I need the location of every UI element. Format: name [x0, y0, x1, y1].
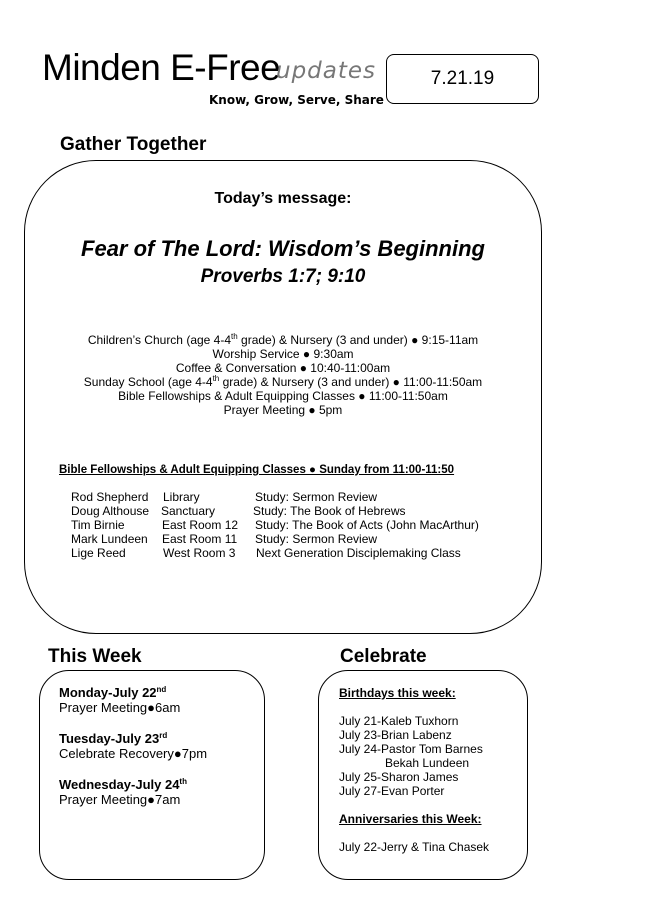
- birthday-item: July 21-Kaleb Tuxhorn: [339, 714, 459, 728]
- class-room: East Room 11: [162, 532, 238, 546]
- birthday-item: July 27-Evan Porter: [339, 784, 445, 798]
- class-study: Study: The Book of Hebrews: [253, 504, 406, 518]
- class-leader: Tim Birnie: [71, 518, 125, 532]
- class-leader: Rod Shepherd: [71, 490, 149, 504]
- schedule-sunday-school: Sunday School (age 4-4th grade) & Nursery (3 and under) ● 11:00-11:50am: [83, 374, 483, 389]
- this-week-heading: This Week: [48, 646, 142, 667]
- newsletter-title: Minden E-Free: [42, 47, 281, 88]
- class-room: East Room 12: [162, 518, 239, 532]
- day-event: Prayer Meeting●7am: [59, 792, 181, 807]
- tagline: Know, Grow, Serve, Share: [209, 93, 384, 107]
- message-title: Fear of The Lord: Wisdom’s Beginning: [81, 236, 485, 261]
- issue-date: 7.21.19: [430, 68, 495, 89]
- birthday-item: July 23-Brian Labenz: [339, 728, 452, 742]
- class-room: West Room 3: [163, 546, 236, 560]
- birthday-item: July 24-Pastor Tom Barnes: [339, 742, 483, 756]
- class-leader: Lige Reed: [71, 546, 126, 560]
- this-week-list: [59, 685, 207, 823]
- class-leader: Doug Althouse: [71, 504, 150, 518]
- day-label: Monday-July 22nd: [59, 685, 167, 700]
- day-label: Wednesday-July 24th: [59, 777, 187, 792]
- schedule-fellowships: Bible Fellowships & Adult Equipping Classes ● 11:00-11:50am: [118, 389, 448, 403]
- celebrate-heading: Celebrate: [340, 646, 427, 667]
- celebrate-content: [339, 686, 489, 854]
- class-study: Study: The Book of Acts (John MacArthur): [255, 518, 479, 532]
- day-event: Celebrate Recovery●7pm: [59, 746, 208, 761]
- day-block-monday: [59, 685, 207, 715]
- service-schedule: [24, 333, 542, 417]
- day-event: Prayer Meeting●6am: [59, 700, 181, 715]
- schedule-coffee: Coffee & Conversation ● 10:40-11:00am: [175, 361, 391, 375]
- class-study: Next Generation Disciplemaking Class: [256, 546, 461, 560]
- anniversaries-heading: Anniversaries this Week:: [339, 812, 482, 826]
- newsletter-subtitle: updates: [276, 58, 377, 84]
- day-block-tuesday: [59, 731, 207, 761]
- class-room: Library: [163, 490, 200, 504]
- class-room: Sanctuary: [161, 504, 216, 518]
- schedule-childrens-church: Children’s Church (age 4-4th grade) & Nursery (3 and under) ● 9:15-11am: [87, 332, 479, 347]
- gather-heading: Gather Together: [60, 134, 207, 155]
- birthday-item: Bekah Lundeen: [385, 756, 470, 770]
- day-block-wednesday: [59, 777, 207, 807]
- schedule-prayer: Prayer Meeting ● 5pm: [223, 403, 343, 417]
- day-label: Tuesday-July 23rd: [59, 731, 168, 746]
- birthday-item: July 25-Sharon James: [339, 770, 459, 784]
- date-box: [386, 54, 539, 104]
- class-leader: Mark Lundeen: [71, 532, 148, 546]
- classes-heading: Bible Fellowships & Adult Equipping Classes ● Sunday from 11:00-11:50: [59, 464, 455, 476]
- schedule-worship: Worship Service ● 9:30am: [212, 347, 354, 361]
- message-reference: Proverbs 1:7; 9:10: [200, 266, 366, 287]
- anniversary-item: July 22-Jerry & Tina Chasek: [339, 840, 490, 854]
- birthdays-heading: Birthdays this week:: [339, 686, 456, 700]
- class-study: Study: Sermon Review: [255, 490, 378, 504]
- class-study: Study: Sermon Review: [255, 532, 378, 546]
- message-label: Today’s message:: [214, 190, 352, 207]
